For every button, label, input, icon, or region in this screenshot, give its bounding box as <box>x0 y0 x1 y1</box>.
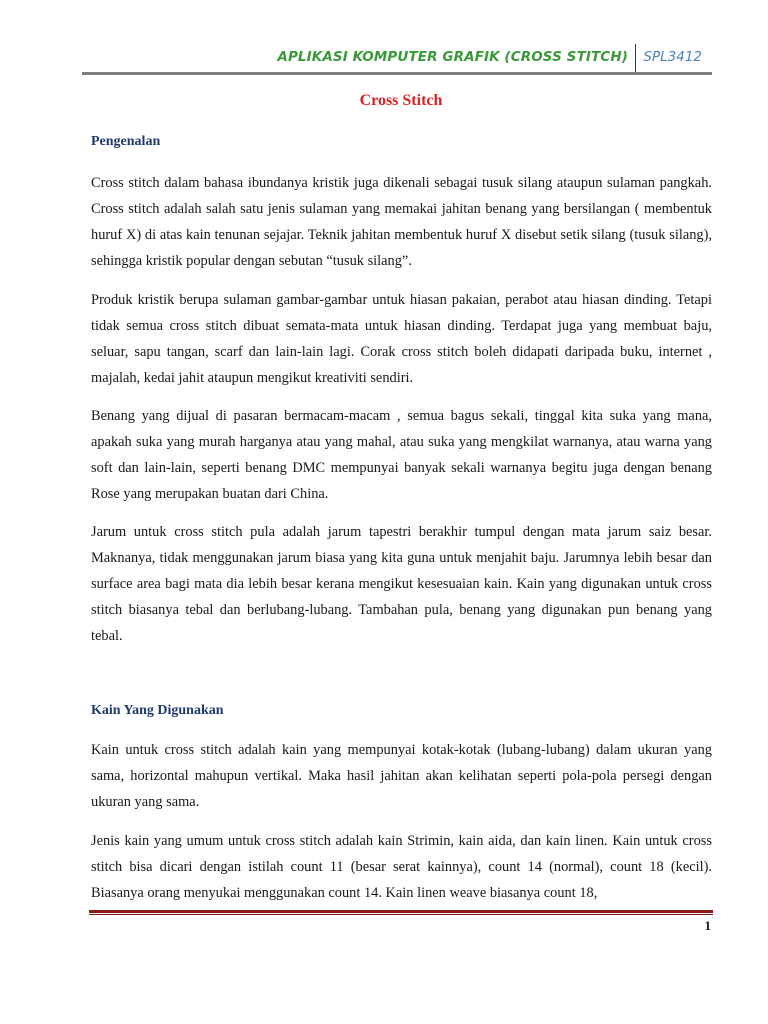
header-title: APLIKASI KOMPUTER GRAFIK (CROSS STITCH) <box>277 49 628 65</box>
paragraph-5: Kain untuk cross stitch adalah kain yang mempunyai kotak-kotak (lubang-lubang) dalam ukuran yang sama, horizontal mahupun vertikal. Maka hasil jahitan akan kelihatan seperti pola-pola persegi dengan ukuran yang sama. <box>91 742 712 810</box>
paragraph-4: Jarum untuk cross stitch pula adalah jarum tapestri berakhir tumpul dengan mata jarum saiz besar. Maknanya, tidak menggunakan jarum biasa yang kita guna untuk menjahit baju. Jarumnya lebih besar dan surface area bagi mata dia lebih besar kerana mengikut kesesuaian kain. Kain yang digunakan untuk cross stitch biasanya tebal dan berlubang-lubang. Tambahan pula, benang yang digunakan pun benang yang tebal. <box>91 524 712 644</box>
paragraph-3: Benang yang dijual di pasaran bermacam-macam , semua bagus sekali, tinggal kita suka yang mana, apakah suka yang murah harganya atau yang mahal, atau suka yang mengkilat warnanya, atau warna yang soft dan lain-lain, seperti benang DMC mempunyai banyak sekali warnanya begitu juga dengan benang Rose yang merupakan buatan dari China. <box>91 408 712 502</box>
paragraph-1: Cross stitch dalam bahasa ibundanya kristik juga dikenali sebagai tusuk silang ataupun sulaman pangkah. Cross stitch adalah salah satu jenis sulaman yang memakai jahitan benang yang bersilangan ( membentuk huruf X) di atas kain tenunan sejajar. Teknik jahitan membentuk huruf X disebut setik silang (tusuk silang), sehingga kristik popular dengan sebutan “tusuk silang”. <box>91 175 712 269</box>
header-separator <box>635 44 636 72</box>
section-heading-pengenalan: Pengenalan <box>91 134 161 149</box>
paragraph-2: Produk kristik berupa sulaman gambar-gambar untuk hiasan pakaian, perabot atau hiasan dinding. Tetapi tidak semua cross stitch dibuat semata-mata untuk hiasan dinding. Terdapat juga yang membuat baju, seluar, sapu tangan, scarf dan lain-lain lagi. Corak cross stitch boleh didapati daripada buku, internet , majalah, kedai jahit ataupun mengikut kreativiti sendiri. <box>91 292 712 386</box>
header-course-code: SPL3412 <box>643 49 702 65</box>
section-heading-kain: Kain Yang Digunakan <box>91 703 224 718</box>
page-header <box>82 42 712 76</box>
paragraph-6: Jenis kain yang umum untuk cross stitch adalah kain Strimin, kain aida, dan kain linen. Kain untuk cross stitch bisa dicari dengan istilah count 11 (besar serat kainnya), count 14 (normal), count 18 (kecil). Biasanya orang menyukai menggunakan count 14. Kain linen weave biasanya count 18, <box>91 833 712 901</box>
document-title: Cross Stitch <box>359 92 443 109</box>
page-number: 1 <box>704 918 711 933</box>
footer-rule <box>89 910 713 915</box>
header-rule <box>82 72 712 75</box>
